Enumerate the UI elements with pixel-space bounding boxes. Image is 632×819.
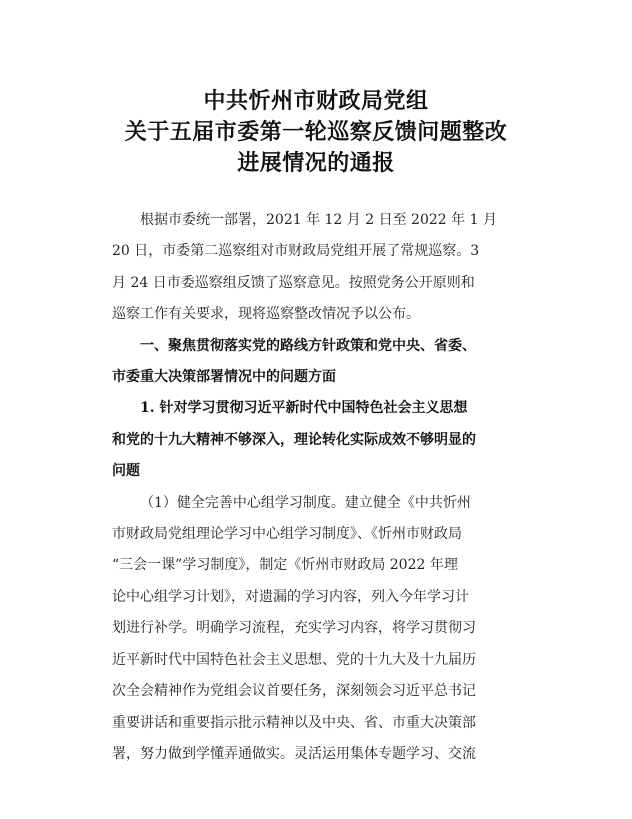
item-heading-line: 1. 针对学习贯彻习近平新时代中国特色社会主义思想	[140, 400, 468, 417]
sub-item-line: （1）健全完善中心组学习制度。建立健全《中共忻州	[140, 494, 471, 511]
item-heading-1	[112, 393, 522, 487]
intro-line: 巡察工作有关要求，现将巡察整改情况予以公布。	[112, 306, 420, 323]
sub-item-line: 划进行补学。明确学习流程，充实学习内容，将学习贯彻习	[112, 620, 476, 637]
title-line-2: 关于五届市委第一轮巡察反馈问题整改	[124, 119, 508, 145]
section-heading-line: 市委重大决策部署情况中的问题方面	[112, 369, 336, 386]
sub-item-line: 市财政局党组理论学习中心组学习制度》、《忻州市财政局	[112, 526, 462, 543]
title-line-3: 进展情况的通报	[237, 150, 395, 176]
sub-item-line: 论中心组学习计划》，对遗漏的学习内容，列入今年学习计	[112, 588, 469, 605]
sub-item-line: “三会一课”学习制度》，制定《忻州市财政局 2022 年理	[112, 557, 458, 574]
sub-item-line: 近平新时代中国特色社会主义思想、党的十九大及十九届历	[112, 651, 476, 668]
sub-item-line: 重要讲话和重要指示批示精神以及中央、省、市重大决策部	[112, 714, 476, 731]
sub-item-line: 署，努力做到学懂弄通做实。灵活运用集体专题学习、交流	[112, 745, 476, 762]
title-line-1: 中共忻州市财政局党组	[203, 88, 429, 114]
item-heading-line: 问题	[112, 463, 140, 480]
intro-line: 20 日，市委第二巡察组对市财政局党组开展了常规巡察。3	[112, 243, 480, 260]
intro-paragraph	[112, 205, 522, 331]
sub-item-paragraph-1	[112, 488, 522, 771]
item-heading-line: 和党的十九大精神不够深入，理论转化实际成效不够明显的	[112, 431, 476, 448]
intro-line: 根据市委统一部署，2021 年 12 月 2 日至 2022 年 1 月	[140, 212, 497, 228]
section-heading-line: 一、聚焦贯彻落实党的路线方针政策和党中央、省委、	[140, 337, 476, 354]
document-body	[112, 205, 522, 770]
sub-item-line: 次全会精神作为党组会议首要任务，深刻领会习近平总书记	[112, 683, 476, 700]
document-title	[0, 86, 632, 179]
section-heading-1	[112, 331, 522, 394]
intro-line: 月 24 日市委巡察组反馈了巡察意见。按照党务公开原则和	[112, 274, 475, 291]
